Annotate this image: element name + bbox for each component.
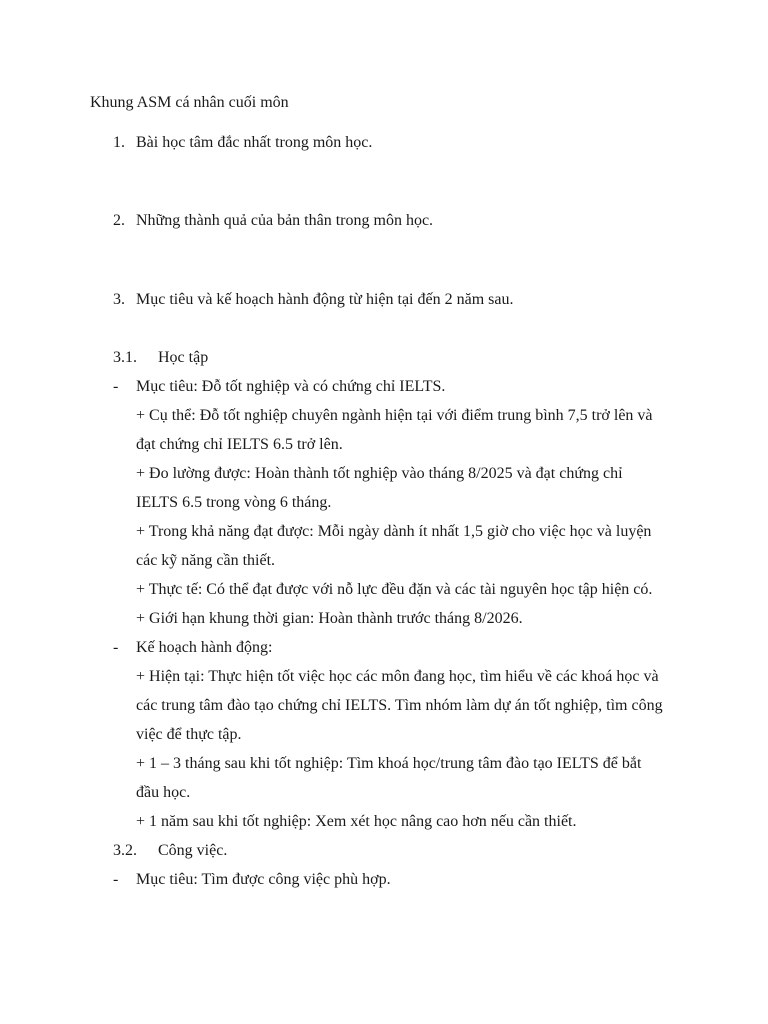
goal-detail-line: + Trong khả năng đạt được: Mỗi ngày dành ít nhất 1,5 giờ cho việc học và luyện (136, 523, 652, 540)
list-item-number: 3. (113, 291, 125, 308)
section-heading: Học tập (158, 349, 209, 366)
document-title: Khung ASM cá nhân cuối môn (90, 94, 289, 111)
plan-text: Kế hoạch hành động: (136, 639, 273, 656)
list-item-text: Bài học tâm đắc nhất trong môn học. (136, 134, 373, 151)
plan-detail-line: đầu học. (136, 784, 191, 801)
plan-detail-line: các trung tâm đào tạo chứng chỉ IELTS. Tìm nhóm làm dự án tốt nghiệp, tìm công (136, 697, 663, 714)
bullet-dash: - (113, 639, 119, 656)
list-item-text: Mục tiêu và kế hoạch hành động từ hiện tại đến 2 năm sau. (136, 291, 514, 308)
plan-detail-line: + Hiện tại: Thực hiện tốt việc học các môn đang học, tìm hiểu về các khoá học và (136, 668, 659, 685)
list-item-number: 2. (113, 212, 125, 229)
plan-detail-line: việc để thực tập. (136, 726, 242, 743)
goal-detail-line: các kỹ năng cần thiết. (136, 552, 276, 569)
bullet-dash: - (113, 378, 119, 395)
plan-detail-line: + 1 – 3 tháng sau khi tốt nghiệp: Tìm khoá học/trung tâm đào tạo IELTS để bắt (136, 755, 642, 772)
goal-detail-line: + Giới hạn khung thời gian: Hoàn thành trước tháng 8/2026. (136, 610, 523, 627)
goal-detail-line: + Cụ thể: Đỗ tốt nghiệp chuyên ngành hiện tại với điểm trung bình 7,5 trở lên và (136, 407, 653, 424)
plan-detail-line: + 1 năm sau khi tốt nghiệp: Xem xét học nâng cao hơn nếu cần thiết. (136, 813, 577, 830)
list-item-number: 1. (113, 134, 125, 151)
goal-text: Mục tiêu: Đỗ tốt nghiệp và có chứng chỉ IELTS. (136, 378, 446, 395)
section-number: 3.1. (113, 349, 137, 366)
goal-detail-line: IELTS 6.5 trong vòng 6 tháng. (136, 494, 332, 511)
goal-detail-line: + Thực tế: Có thể đạt được với nỗ lực đều đặn và các tài nguyên học tập hiện có. (136, 581, 653, 598)
bullet-dash: - (113, 871, 119, 888)
section-number: 3.2. (113, 842, 137, 859)
goal-detail-line: đạt chứng chỉ IELTS 6.5 trở lên. (136, 436, 343, 453)
section-heading: Công việc. (158, 842, 228, 859)
goal-text: Mục tiêu: Tìm được công việc phù hợp. (136, 871, 391, 888)
goal-detail-line: + Đo lường được: Hoàn thành tốt nghiệp vào tháng 8/2025 và đạt chứng chỉ (136, 465, 623, 482)
list-item-text: Những thành quả của bản thân trong môn học. (136, 212, 434, 229)
